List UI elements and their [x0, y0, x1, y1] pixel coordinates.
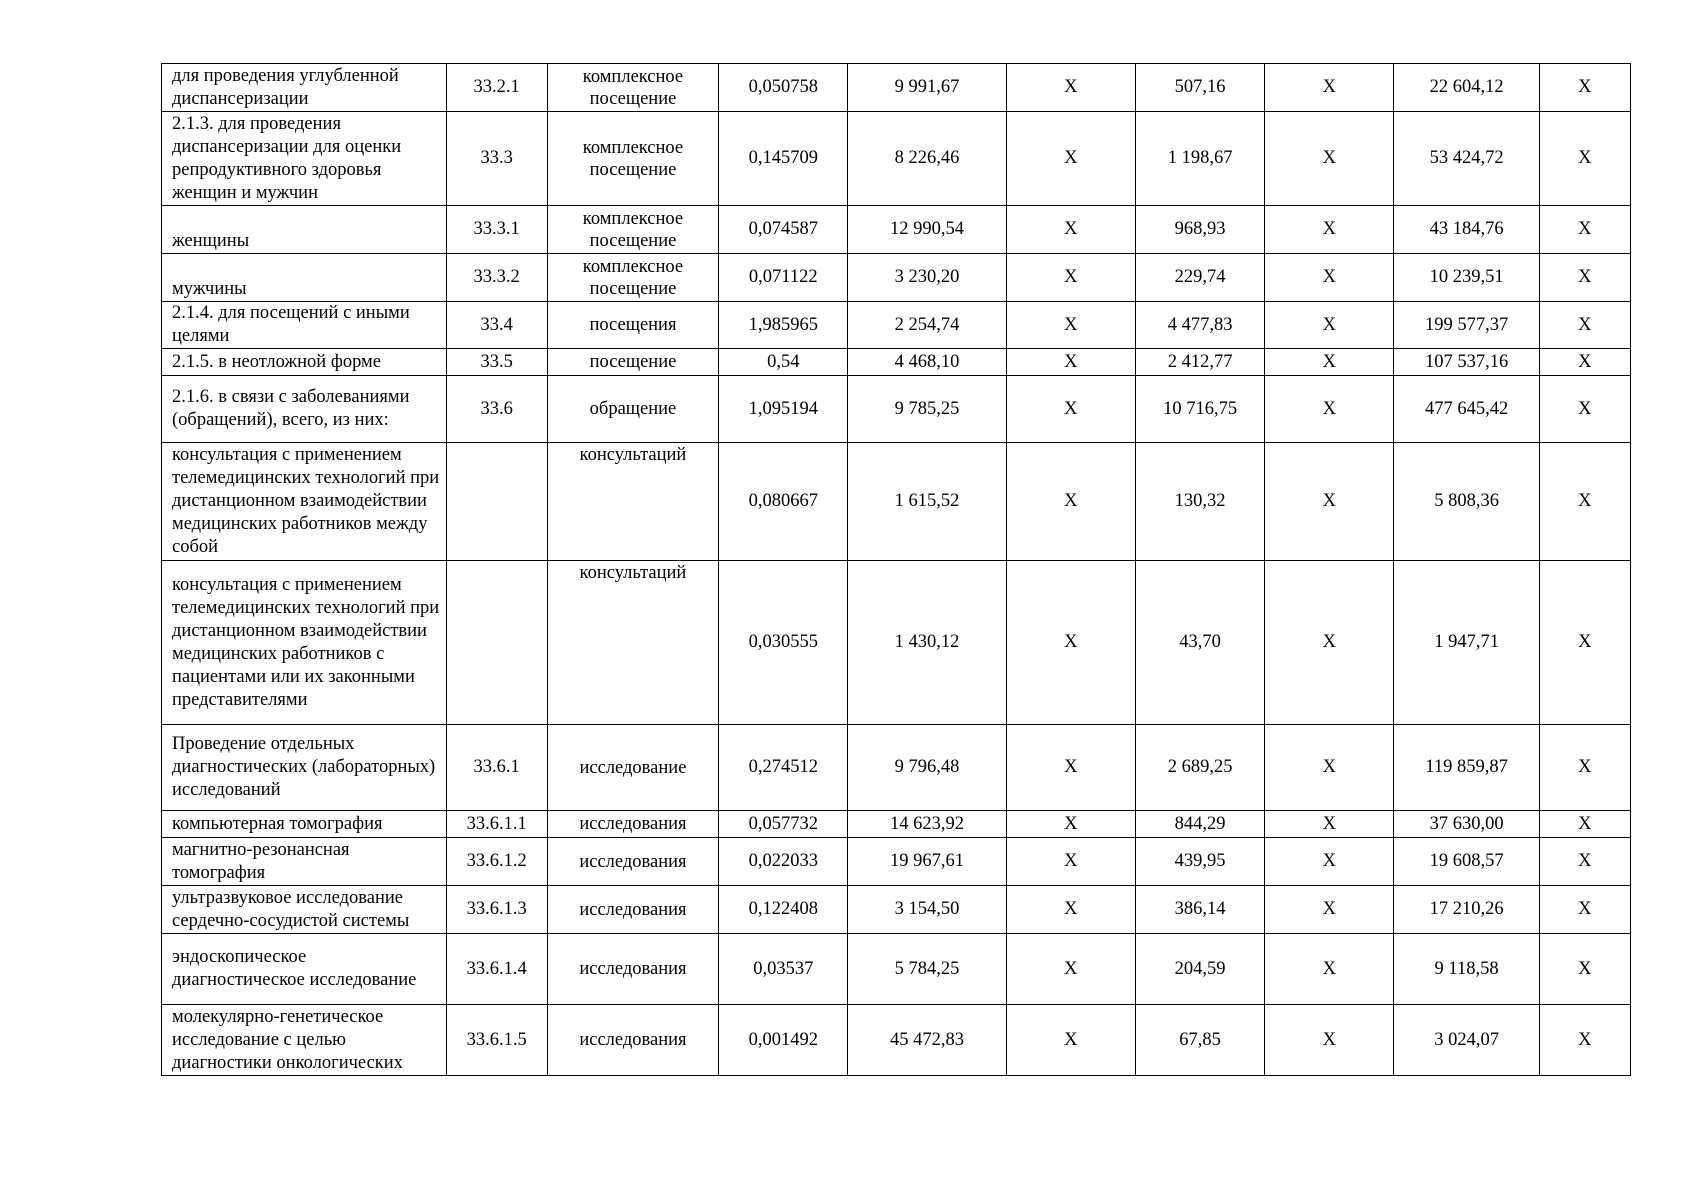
- row-value-cell: 0,001492: [719, 1005, 848, 1076]
- table-row: [162, 112, 1631, 206]
- row-value-cell: 386,14: [1135, 886, 1264, 934]
- row-value-cell: X: [1265, 811, 1394, 838]
- row-value-cell: 1 430,12: [848, 561, 1006, 725]
- row-value-cell: 0,074587: [719, 206, 848, 254]
- row-value-cell: X: [1265, 349, 1394, 376]
- row-unit-cell: комплексное посещение: [547, 112, 718, 206]
- row-value-cell: X: [1539, 838, 1630, 886]
- row-code-cell: 33.3.2: [446, 254, 547, 302]
- row-value-cell: X: [1006, 443, 1135, 561]
- row-value-cell: X: [1265, 725, 1394, 811]
- table-row: [162, 443, 1631, 561]
- row-value-cell: 0,145709: [719, 112, 848, 206]
- row-value-cell: 17 210,26: [1394, 886, 1539, 934]
- row-value-cell: 1 947,71: [1394, 561, 1539, 725]
- row-name-cell: консультация с применением телемедицинских технологий при дистанционном взаимодействии медицинских работников между собой: [162, 443, 447, 561]
- row-value-cell: X: [1265, 64, 1394, 112]
- row-name-cell: эндоскопическое диагностическое исследование: [162, 934, 447, 1005]
- row-code-cell: 33.6: [446, 376, 547, 443]
- row-value-cell: 12 990,54: [848, 206, 1006, 254]
- row-value-cell: 9 796,48: [848, 725, 1006, 811]
- row-value-cell: X: [1006, 561, 1135, 725]
- row-value-cell: 0,080667: [719, 443, 848, 561]
- row-value-cell: X: [1006, 886, 1135, 934]
- row-code-cell: 33.3.1: [446, 206, 547, 254]
- row-value-cell: X: [1265, 376, 1394, 443]
- row-value-cell: X: [1539, 886, 1630, 934]
- row-code-cell: [446, 443, 547, 561]
- row-unit-cell: консультаций: [547, 443, 718, 561]
- row-value-cell: 1 615,52: [848, 443, 1006, 561]
- data-table: [161, 63, 1631, 1076]
- row-code-cell: 33.2.1: [446, 64, 547, 112]
- row-value-cell: 439,95: [1135, 838, 1264, 886]
- row-unit-cell: консультаций: [547, 561, 718, 725]
- row-value-cell: 14 623,92: [848, 811, 1006, 838]
- row-code-cell: 33.6.1.3: [446, 886, 547, 934]
- row-value-cell: 43 184,76: [1394, 206, 1539, 254]
- row-value-cell: 0,274512: [719, 725, 848, 811]
- row-value-cell: X: [1265, 254, 1394, 302]
- row-name-cell: молекулярно-генетическое исследование с целью диагностики онкологических: [162, 1005, 447, 1076]
- row-name-cell: 2.1.6. в связи с заболеваниями (обращений), всего, из них:: [162, 376, 447, 443]
- table-row: [162, 811, 1631, 838]
- row-value-cell: X: [1265, 561, 1394, 725]
- row-name-cell: 2.1.3. для проведения диспансеризации для оценки репродуктивного здоровья женщин и мужчин: [162, 112, 447, 206]
- row-name-cell: магнитно-резонансная томография: [162, 838, 447, 886]
- row-name-cell: Проведение отдельных диагностических (лабораторных) исследований: [162, 725, 447, 811]
- row-value-cell: 477 645,42: [1394, 376, 1539, 443]
- row-value-cell: X: [1539, 1005, 1630, 1076]
- row-unit-cell: исследования: [547, 1005, 718, 1076]
- row-value-cell: X: [1006, 112, 1135, 206]
- row-unit-cell: исследования: [547, 838, 718, 886]
- table-row: [162, 376, 1631, 443]
- row-value-cell: 1,985965: [719, 302, 848, 349]
- row-value-cell: 3 024,07: [1394, 1005, 1539, 1076]
- row-value-cell: X: [1265, 886, 1394, 934]
- row-value-cell: 507,16: [1135, 64, 1264, 112]
- row-code-cell: 33.3: [446, 112, 547, 206]
- row-unit-cell: исследования: [547, 886, 718, 934]
- row-value-cell: X: [1539, 206, 1630, 254]
- row-code-cell: 33.5: [446, 349, 547, 376]
- row-value-cell: X: [1265, 112, 1394, 206]
- row-value-cell: X: [1539, 561, 1630, 725]
- row-value-cell: X: [1006, 1005, 1135, 1076]
- row-unit-cell: исследования: [547, 811, 718, 838]
- row-value-cell: 5 784,25: [848, 934, 1006, 1005]
- row-value-cell: X: [1539, 811, 1630, 838]
- table-row: [162, 206, 1631, 254]
- row-value-cell: 0,022033: [719, 838, 848, 886]
- row-name-cell: мужчины: [162, 254, 447, 302]
- row-value-cell: 107 537,16: [1394, 349, 1539, 376]
- row-code-cell: 33.6.1.4: [446, 934, 547, 1005]
- row-value-cell: X: [1539, 302, 1630, 349]
- row-name-cell: консультация с применением телемедицинских технологий при дистанционном взаимодействии медицинских работников с пациентами или их законными представителями: [162, 561, 447, 725]
- row-value-cell: 3 154,50: [848, 886, 1006, 934]
- table-row: [162, 64, 1631, 112]
- row-value-cell: 67,85: [1135, 1005, 1264, 1076]
- row-value-cell: 0,122408: [719, 886, 848, 934]
- row-name-cell: женщины: [162, 206, 447, 254]
- row-value-cell: X: [1265, 934, 1394, 1005]
- row-value-cell: X: [1006, 302, 1135, 349]
- row-unit-cell: посещение: [547, 349, 718, 376]
- row-code-cell: 33.6.1.1: [446, 811, 547, 838]
- row-value-cell: 9 118,58: [1394, 934, 1539, 1005]
- row-unit-cell: обращение: [547, 376, 718, 443]
- row-code-cell: 33.6.1: [446, 725, 547, 811]
- row-value-cell: 229,74: [1135, 254, 1264, 302]
- row-value-cell: 37 630,00: [1394, 811, 1539, 838]
- row-name-cell: 2.1.5. в неотложной форме: [162, 349, 447, 376]
- row-value-cell: X: [1006, 64, 1135, 112]
- row-code-cell: 33.4: [446, 302, 547, 349]
- row-value-cell: 1,095194: [719, 376, 848, 443]
- row-unit-cell: комплексное посещение: [547, 64, 718, 112]
- row-value-cell: 4 477,83: [1135, 302, 1264, 349]
- row-value-cell: 22 604,12: [1394, 64, 1539, 112]
- row-unit-cell: комплексное посещение: [547, 206, 718, 254]
- table-row: [162, 561, 1631, 725]
- row-value-cell: 10 716,75: [1135, 376, 1264, 443]
- row-value-cell: X: [1539, 254, 1630, 302]
- table-row: [162, 254, 1631, 302]
- row-name-cell: компьютерная томография: [162, 811, 447, 838]
- row-value-cell: X: [1539, 934, 1630, 1005]
- row-value-cell: 0,071122: [719, 254, 848, 302]
- row-value-cell: 53 424,72: [1394, 112, 1539, 206]
- row-code-cell: 33.6.1.2: [446, 838, 547, 886]
- row-value-cell: 0,54: [719, 349, 848, 376]
- row-name-cell: ультразвуковое исследование сердечно-сосудистой системы: [162, 886, 447, 934]
- row-value-cell: 1 198,67: [1135, 112, 1264, 206]
- table-row: [162, 349, 1631, 376]
- row-value-cell: 43,70: [1135, 561, 1264, 725]
- row-value-cell: 8 226,46: [848, 112, 1006, 206]
- row-value-cell: 2 412,77: [1135, 349, 1264, 376]
- row-value-cell: 0,057732: [719, 811, 848, 838]
- row-value-cell: X: [1539, 112, 1630, 206]
- row-value-cell: X: [1265, 1005, 1394, 1076]
- row-unit-cell: комплексное посещение: [547, 254, 718, 302]
- row-value-cell: 0,030555: [719, 561, 848, 725]
- row-name-cell: 2.1.4. для посещений с иными целями: [162, 302, 447, 349]
- row-value-cell: 968,93: [1135, 206, 1264, 254]
- row-value-cell: X: [1539, 349, 1630, 376]
- row-value-cell: X: [1006, 934, 1135, 1005]
- row-value-cell: 9 991,67: [848, 64, 1006, 112]
- row-value-cell: X: [1006, 725, 1135, 811]
- row-value-cell: 10 239,51: [1394, 254, 1539, 302]
- row-unit-cell: посещения: [547, 302, 718, 349]
- row-value-cell: X: [1265, 302, 1394, 349]
- row-unit-cell: исследования: [547, 934, 718, 1005]
- row-value-cell: X: [1265, 838, 1394, 886]
- row-value-cell: X: [1539, 376, 1630, 443]
- row-value-cell: 204,59: [1135, 934, 1264, 1005]
- row-value-cell: 45 472,83: [848, 1005, 1006, 1076]
- row-code-cell: [446, 561, 547, 725]
- row-value-cell: 0,050758: [719, 64, 848, 112]
- row-value-cell: X: [1006, 811, 1135, 838]
- table-row: [162, 886, 1631, 934]
- row-code-cell: 33.6.1.5: [446, 1005, 547, 1076]
- row-value-cell: X: [1539, 725, 1630, 811]
- row-value-cell: X: [1539, 64, 1630, 112]
- row-name-cell: для проведения углубленной диспансеризации: [162, 64, 447, 112]
- row-value-cell: X: [1006, 838, 1135, 886]
- row-value-cell: 2 254,74: [848, 302, 1006, 349]
- row-unit-cell: исследование: [547, 725, 718, 811]
- row-value-cell: 5 808,36: [1394, 443, 1539, 561]
- row-value-cell: 9 785,25: [848, 376, 1006, 443]
- row-value-cell: X: [1006, 206, 1135, 254]
- table-row: [162, 1005, 1631, 1076]
- row-value-cell: X: [1006, 349, 1135, 376]
- row-value-cell: 119 859,87: [1394, 725, 1539, 811]
- row-value-cell: 199 577,37: [1394, 302, 1539, 349]
- row-value-cell: 19 967,61: [848, 838, 1006, 886]
- row-value-cell: X: [1006, 376, 1135, 443]
- row-value-cell: 0,03537: [719, 934, 848, 1005]
- row-value-cell: 4 468,10: [848, 349, 1006, 376]
- row-value-cell: X: [1006, 254, 1135, 302]
- table-row: [162, 302, 1631, 349]
- table-row: [162, 838, 1631, 886]
- row-value-cell: 3 230,20: [848, 254, 1006, 302]
- row-value-cell: 130,32: [1135, 443, 1264, 561]
- table-row: [162, 725, 1631, 811]
- row-value-cell: 19 608,57: [1394, 838, 1539, 886]
- row-value-cell: 2 689,25: [1135, 725, 1264, 811]
- row-value-cell: X: [1265, 206, 1394, 254]
- table-row: [162, 934, 1631, 1005]
- row-value-cell: X: [1539, 443, 1630, 561]
- row-value-cell: X: [1265, 443, 1394, 561]
- row-value-cell: 844,29: [1135, 811, 1264, 838]
